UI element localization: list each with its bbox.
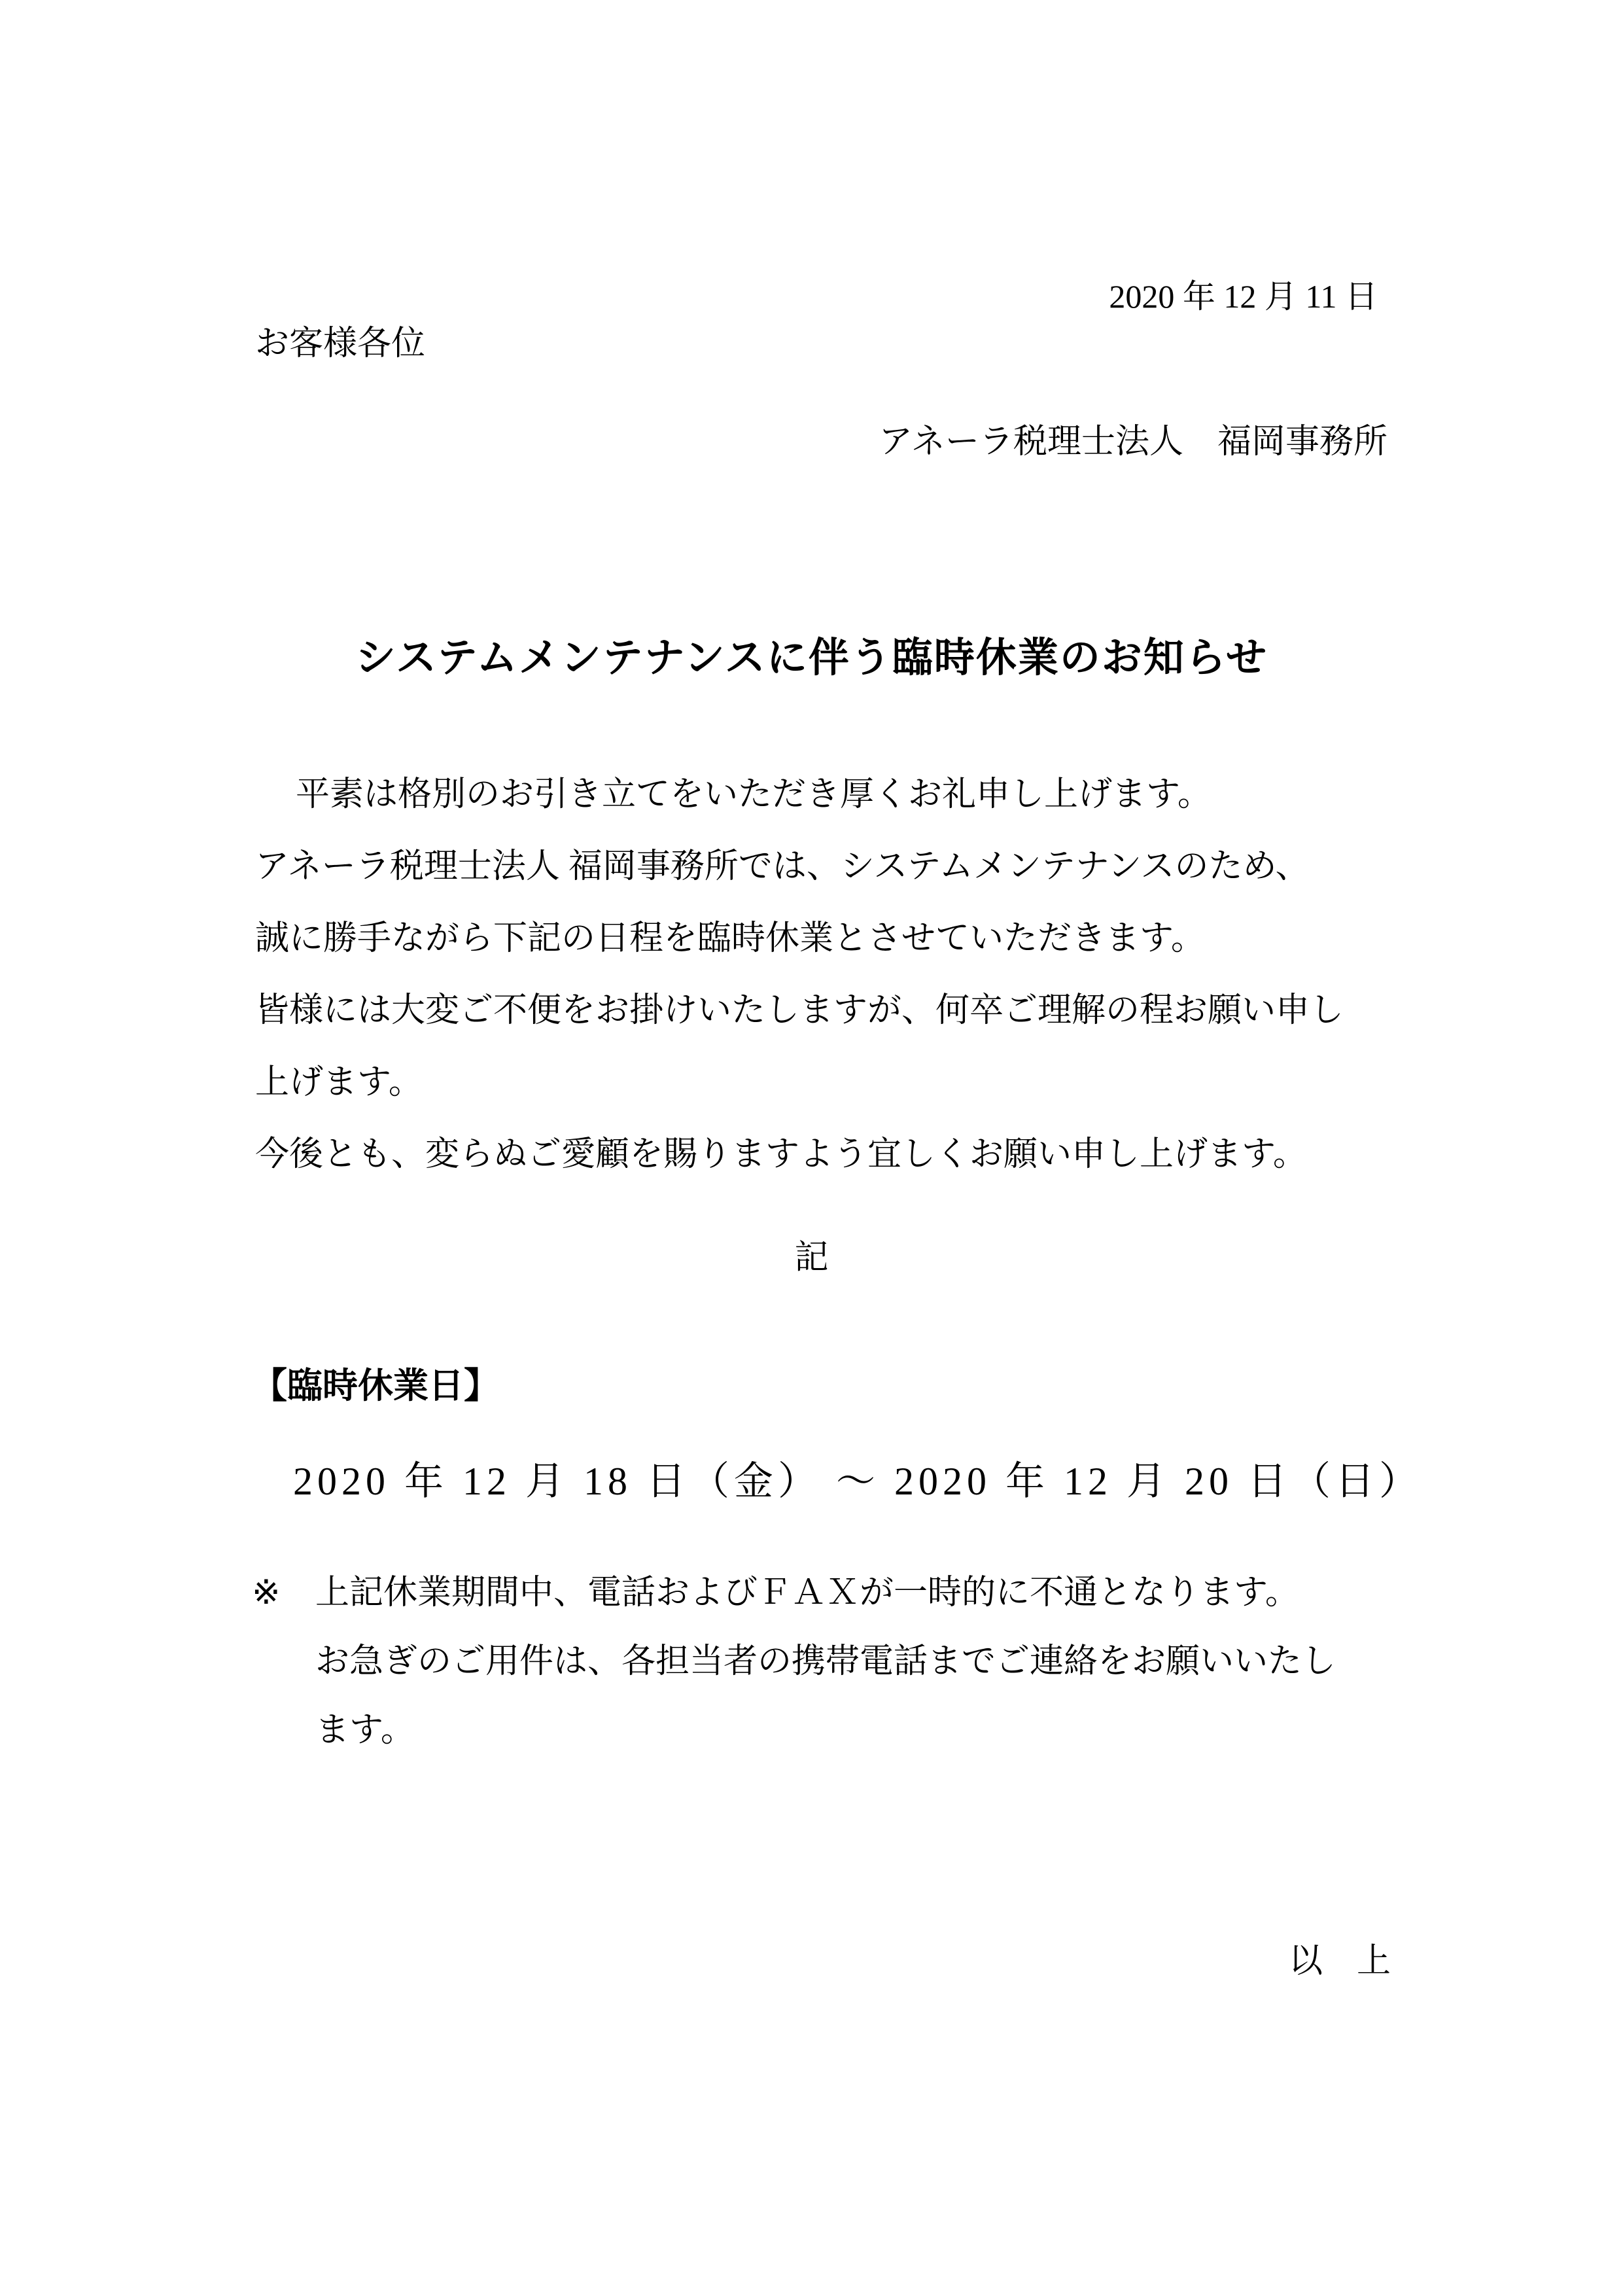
note-line: ます。 <box>315 1712 415 1749</box>
record-marker: 記 <box>794 1239 829 1277</box>
note-lines <box>315 1559 1416 1765</box>
note-section <box>252 1559 1416 1765</box>
closure-period: 2020 年 12 月 18 日（金） ～ 2020 年 12 月 20 日（日） <box>293 1460 1423 1503</box>
body-line: 誠に勝手ながら下記の日程を臨時休業とさせていただきます。 <box>255 920 1205 957</box>
notice-title: システムメンテナンスに伴う臨時休業のお知らせ <box>355 636 1268 680</box>
closing-marker: 以 上 <box>1288 1943 1391 1980</box>
sender-line: アネーラ税理士法人 福岡事務所 <box>879 423 1387 461</box>
body-line: 上げます。 <box>255 1064 423 1101</box>
note-line: お急ぎのご用件は、各担当者の携帯電話までご連絡をお願いいたし <box>315 1643 1336 1680</box>
body-paragraph <box>255 759 1384 1191</box>
body-line: 今後とも、変らぬご愛顧を賜りますよう宜しくお願い申し上げます。 <box>255 1136 1307 1173</box>
note-line: 上記休業期間中、電話およびＦＡＸが一時的に不通となります。 <box>315 1574 1299 1612</box>
body-line: 皆様には大変ご不便をお掛けいたしますが、何卒ご理解の程お願い申し <box>255 992 1344 1029</box>
document-date: 2020 年 12 月 11 日 <box>1109 278 1378 315</box>
addressee-line: お客様各位 <box>255 325 426 362</box>
body-line: 平素は格別のお引き立てをいただき厚くお礼申し上げます。 <box>296 776 1212 813</box>
body-line: アネーラ税理士法人 福岡事務所では、システムメンテナンスのため、 <box>255 848 1310 885</box>
note-marker: ※ <box>252 1574 281 1612</box>
closure-heading: 【臨時休業日】 <box>252 1366 499 1405</box>
